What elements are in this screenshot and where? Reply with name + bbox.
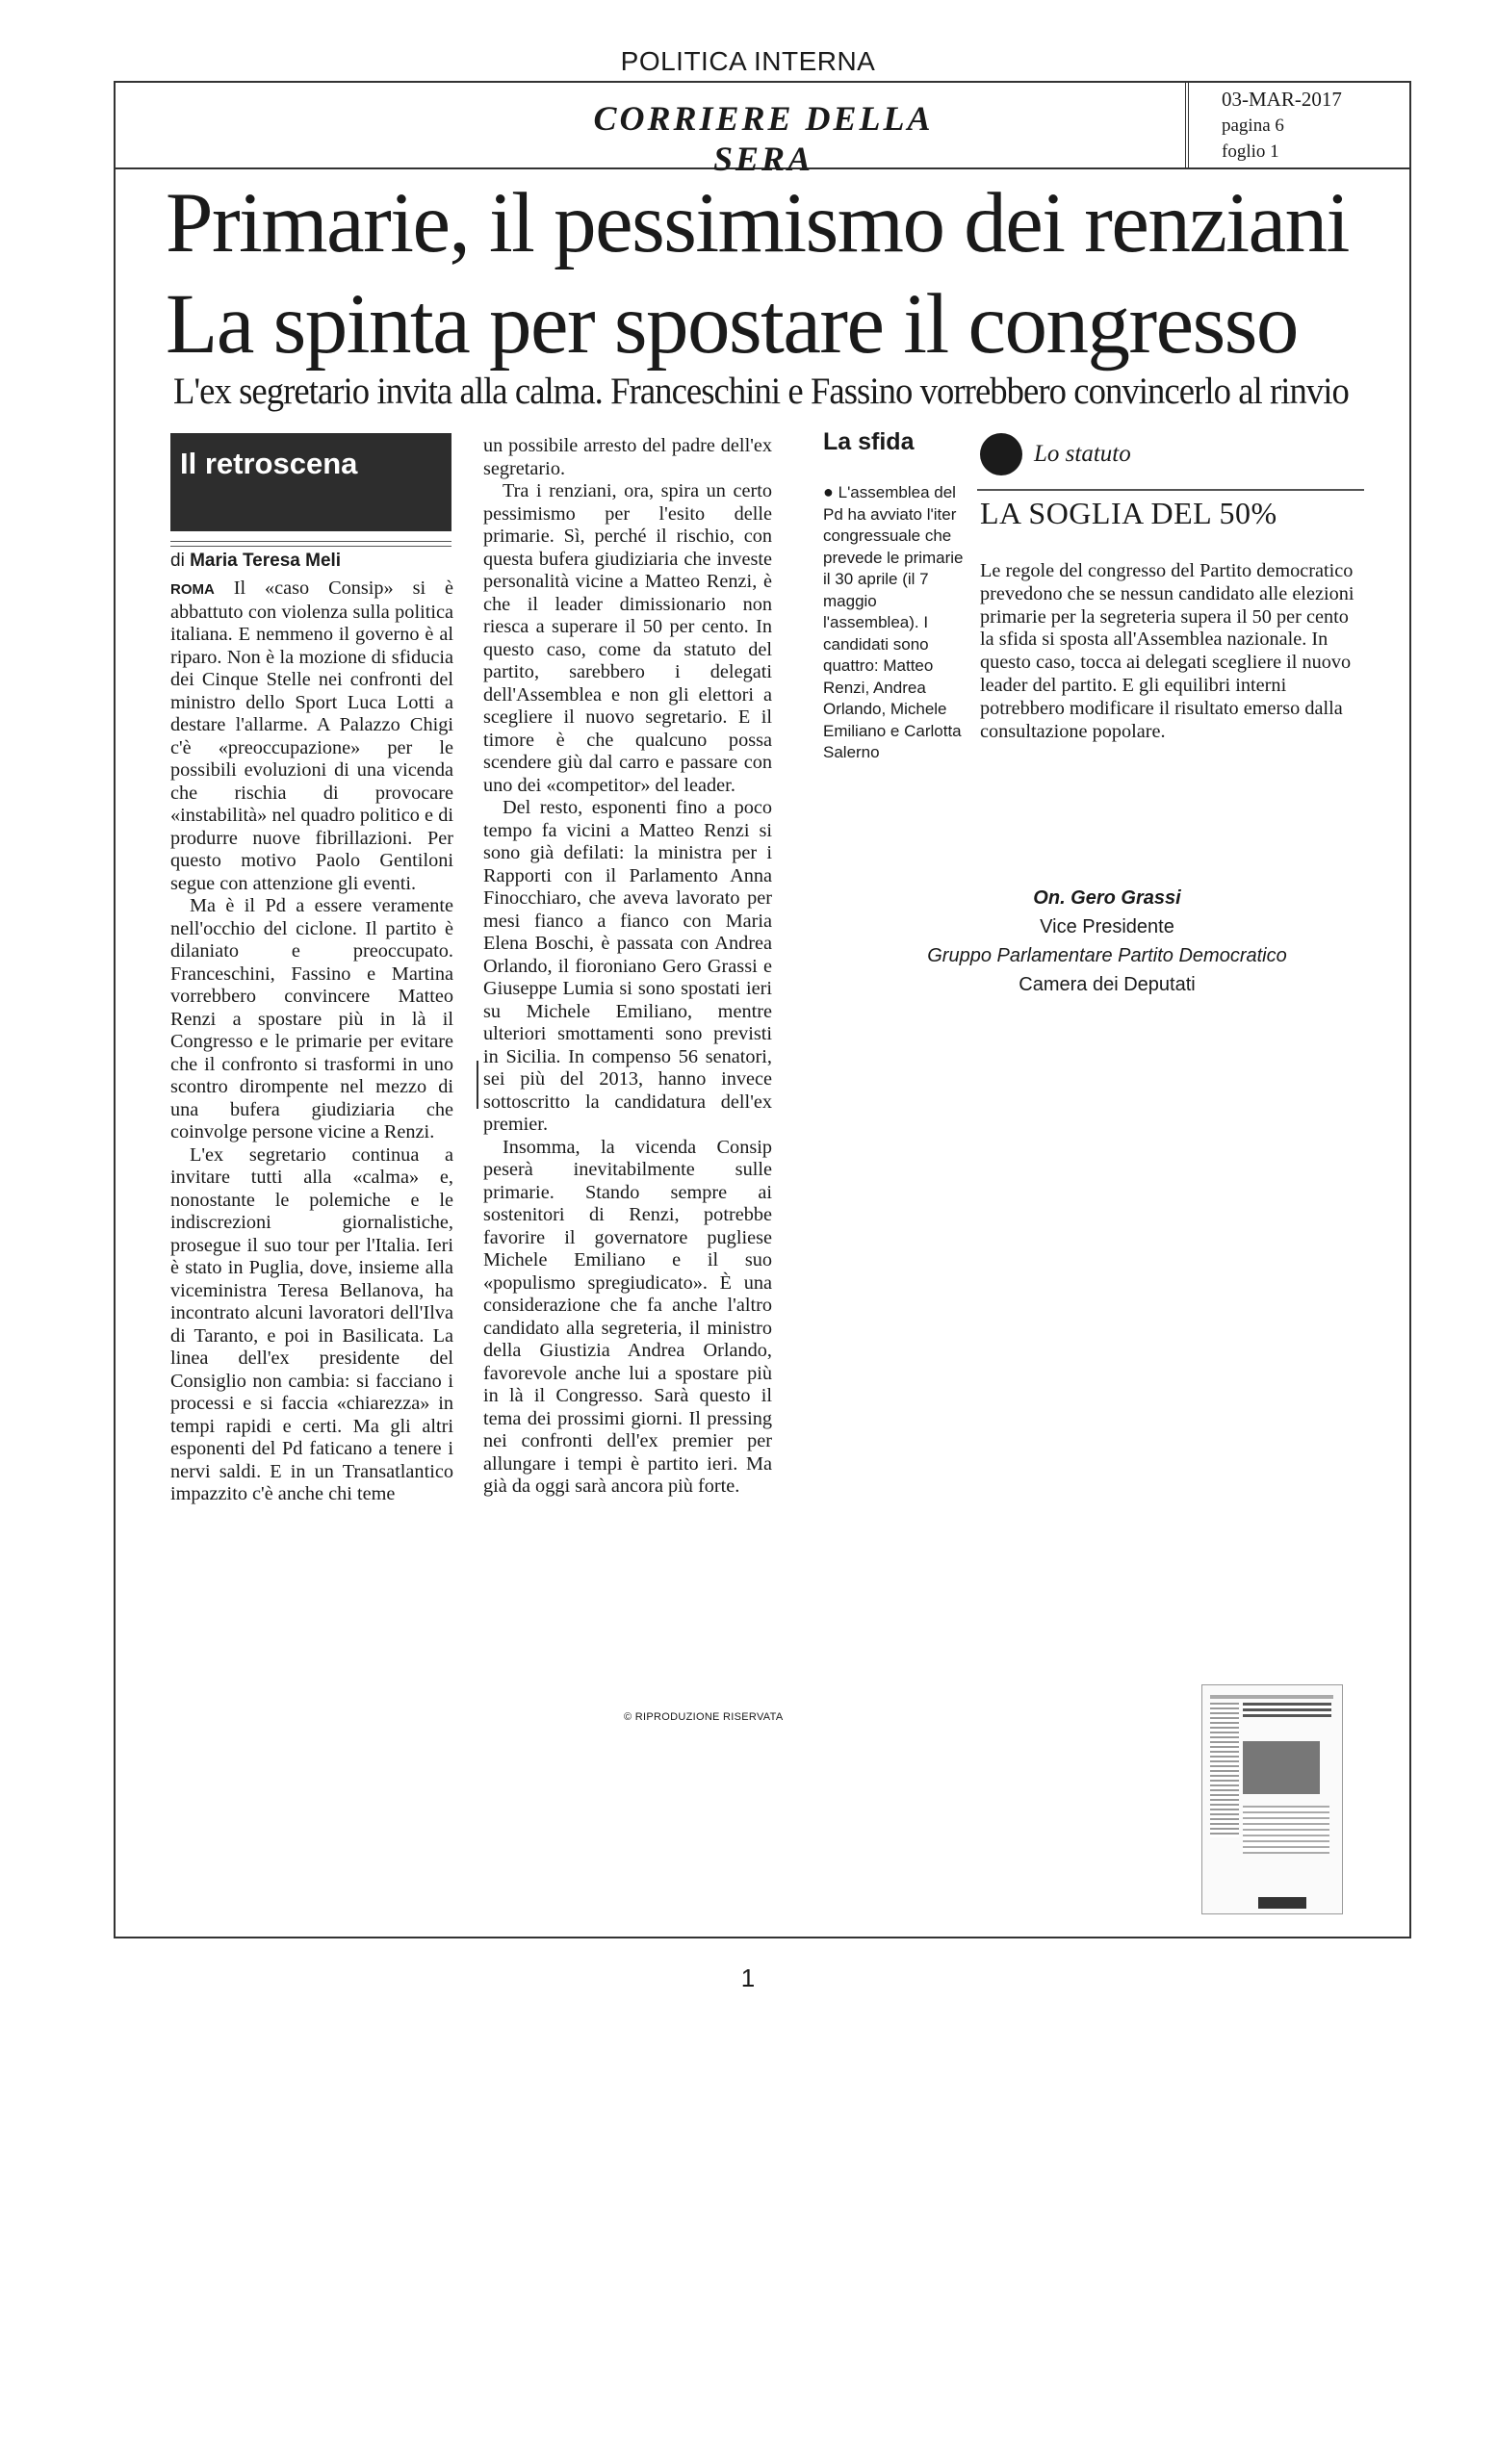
sidebar-sfida-title: La sfida [823,428,915,455]
sidebar-statuto-title: LA SOGLIA DEL 50% [980,496,1277,530]
signature-group: Gruppo Parlamentare Partito Democratico [927,945,1287,966]
sidebar-statuto-text: Le regole del congresso del Partito democratico prevedono che se nessun candidato alle elezioni primarie per la segreteria supera il 50 per cento la sfida si sposta all'Assemblea nazionale. In questo caso, tocca ai delegati scegliere il nuovo leader del partito. E gli equilibri interni potrebbero modificare il risultato emerso dalla consultazione popolare. [980,560,1354,742]
divider [170,546,451,547]
paragraph: un possibile arresto del padre dell'ex segretario. [483,435,772,479]
divider [170,541,451,542]
bullet-icon: ● [823,482,834,501]
copyright-notice: © RIPRODUZIONE RISERVATA [624,1711,784,1723]
clipping-sheet: foglio 1 [1222,141,1279,162]
statuto-circle-icon [980,433,1022,475]
sidebar-statuto-label: Lo statuto [1034,441,1131,467]
divider [977,489,1364,491]
byline-prefix: di [170,551,185,571]
paragraph: Insomma, la vicenda Consip peserà inevitabilmente sulle primarie. Stando sempre ai sostenitori di Renzi, potrebbe favorire il governatore pugliese Michele Emiliano e il suo «populismo spregiudicato». È una considerazione che fa anche l'altro candidato alla segreteria, il ministro della Giustizia Andrea Orlando, favorevole anche lui a spostare più in là il Congresso. Sarà questo il tema dei prossimi giorni. Il pressing nei confronti dell'ex premier per allungare i tempi è partito ieri. Ma già da oggi sarà ancora più forte. [483,1136,772,1497]
byline [170,551,341,572]
article-column-2 [483,435,772,1499]
dateline: ROMA [170,581,215,598]
signature-stamp [915,884,1300,999]
article-column-1 [170,578,453,1506]
kicker-label: Il retroscena [180,447,358,480]
newspaper-name: CORRIERE DELLA SERA [593,99,934,178]
headline [166,173,1379,375]
paragraph: ROMA Il «caso Consip» si è abbattuto con violenza sulla politica italiana. E nemmeno il governo è al riparo. Non è la mozione di sfiducia dei Cinque Stelle nei confronti del ministro dello Sport Luca Lotti a destare l'allarme. A Palazzo Chigi c'è «preoccupazione» per le possibili evoluzioni di una vicenda che rischia di provocare «instabilità» nel quadro politico e di produrre nuove fibrillazioni. Per questo motivo Paolo Gentiloni segue con attenzione gli eventi. [170,578,453,894]
subheadline: L'ex segretario invita alla calma. Franceschini e Fassino vorrebbero convincerlo al rinvio [173,371,1349,412]
page-thumbnail [1201,1684,1343,1914]
headline-line-2: La spinta per spostare il congresso [166,277,1298,372]
signature-name: On. Gero Grassi [1033,887,1181,909]
clipping-date: 03-MAR-2017 [1222,88,1342,111]
signature-role: Vice Presidente [1040,916,1174,937]
signature-chamber: Camera dei Deputati [1019,974,1196,995]
headline-line-1: Primarie, il pessimismo dei renziani [166,176,1349,270]
clipping-page: pagina 6 [1222,116,1284,136]
paragraph: Del resto, esponenti fino a poco tempo fa vicini a Matteo Renzi si sono già defilati: la ministra per i Rapporti con il Parlamento Anna Finocchiaro, che aveva lavorato per mesi fianco a fianco con Maria Elena Boschi, è passata con Andrea Orlando, il fioroniano Gero Grassi e Giuseppe Lumia si sono spostati ieri su Michele Emiliano, mentre ulteriori smottamenti sono previsti in Sicilia. In compenso 56 senatori, sei più del 2013, hanno invece sottoscritto la candidatura dell'ex premier. [483,797,772,1135]
kicker-box [170,433,451,531]
paragraph: Ma è il Pd a essere veramente nell'occhio del ciclone. Il partito è dilaniato e preoccupato. Franceschini, Fassino e Martina vorrebbero convincere Matteo Renzi a spostare più in là il Congresso e le primarie per evitare che il confronto si trasformi in uno scontro dirompente nel mezzo di una bufera giudiziaria che coinvolge persone vicine a Renzi. [170,895,453,1142]
margin-mark [477,1061,478,1109]
section-label: POLITICA INTERNA [620,46,876,76]
paragraph: L'ex segretario continua a invitare tutti alla «calma» e, nonostante le polemiche e le indiscrezioni giornalistiche, prosegue il suo tour per l'Italia. Ieri è stato in Puglia, dove, insieme alla viceministra Teresa Bellanova, ha incontrato alcuni lavoratori dell'Ilva di Taranto, e poi in Basilicata. La linea dell'ex presidente del Consiglio non cambia: si facciano i processi e si faccia «chiarezza» in tempi rapidi e certi. Ma gli altri esponenti del Pd faticano a tenere i nervi saldi. E in un Transatlantico impazzito c'è anche chi teme [170,1143,453,1504]
author-name: Maria Teresa Meli [190,551,342,571]
paragraph: Tra i renziani, ora, spira un certo pessimismo per l'esito delle primarie. Sì, perché il rischio, con questa bufera giudiziaria che investe personalità vicine a Matteo Renzi, è che il leader dimissionario non riesca a superare il 50 per cento. In questo caso, come da statuto del partito, sarebbero i delegati dell'Assemblea e non gli elettori a scegliere il nuovo segretario. E il timore è che qualcuno possa scendere giù dal carro e passare con uno dei «competitor» del leader. [483,480,772,796]
masthead [114,81,1411,178]
clipping-info-box [1185,81,1409,167]
sidebar-sfida-text: ● L'assemblea del Pd ha avviato l'iter congressuale che prevede le primarie il 30 aprile (il 7 maggio l'assemblea). I candidati sono quattro: Matteo Renzi, Andrea Orlando, Michele Emiliano e Carlotta Salerno [823,482,964,761]
page-number: 1 [740,1964,756,1992]
